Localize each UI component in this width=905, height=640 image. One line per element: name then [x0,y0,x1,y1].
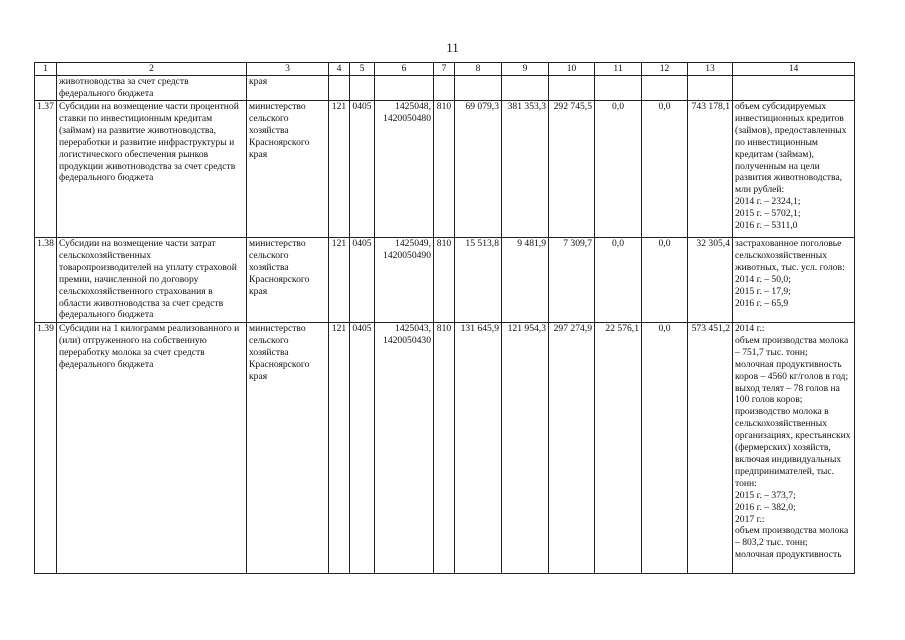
cell-2016: 7 309,7 [549,238,595,323]
cell-vr: 810 [434,323,455,574]
cell-2017: 0,0 [595,101,642,238]
page-number: 11 [446,40,459,55]
cell-2017: 0,0 [595,238,642,323]
column-header: 6 [375,63,434,76]
cell-num: 1.37 [35,101,57,238]
cell-rzpr: 0405 [350,323,375,574]
cell-empty [350,76,375,101]
column-header: 3 [247,63,329,76]
cell-csr: 1425043, 1420050430 [375,323,434,574]
program-table [34,62,855,574]
cell-rzpr: 0405 [350,101,375,238]
cell-empty [733,76,855,101]
cell-2018: 0,0 [642,238,688,323]
table-row [35,323,855,574]
cell-name: животноводства за счет средств федерального бюджета [57,76,247,101]
column-header: 10 [549,63,595,76]
cell-grbs: 121 [329,323,350,574]
cell-empty [502,76,549,101]
cell-empty [549,76,595,101]
column-header: 9 [502,63,549,76]
cell-2017: 22 576,1 [595,323,642,574]
cell-total: 573 451,2 [688,323,733,574]
column-header: 1 [35,63,57,76]
cell-vr: 810 [434,238,455,323]
cell-num: 1.38 [35,238,57,323]
cell-empty [688,76,733,101]
cell-empty [595,76,642,101]
column-header: 2 [57,63,247,76]
cell-result: объем субсидируемых инвестиционных кредитов (займов), предоставленных по инвестиционным кредитам (займам), полученным на цели развития животноводства, млн рублей: 2014 г. – 2324,1; 2015 г. – 5702,1; 2016 г. – 5311,0 [733,101,855,238]
cell-agency: министерство сельского хозяйства Красноярского края [247,238,329,323]
table-row-continuation [35,76,855,101]
cell-empty [434,76,455,101]
cell-agency: министерство сельского хозяйства Красноярского края [247,323,329,574]
cell-total: 743 178,1 [688,101,733,238]
cell-2015: 9 481,9 [502,238,549,323]
column-header: 13 [688,63,733,76]
cell-total: 32 305,4 [688,238,733,323]
cell-num: 1.39 [35,323,57,574]
table-row [35,238,855,323]
cell-name: Субсидии на возмещение части процентной ставки по инвестиционным кредитам (займам) на развитие животноводства, переработки и развитие инфраструктуры и логистического обеспечения рынков продукции животноводства за счет средств федерального бюджета [57,101,247,238]
cell-2015: 381 353,3 [502,101,549,238]
cell-name: Субсидии на возмещение части затрат сельскохозяйственных товаропроизводителей на уплату страховой премии, начисленной по договору сельскохозяйственного страхования в области животноводства за счет средств федерального бюджета [57,238,247,323]
cell-csr: 1425048, 1420050480 [375,101,434,238]
cell-empty [455,76,502,101]
column-header: 8 [455,63,502,76]
column-number-row [35,63,855,76]
cell-agency: края [247,76,329,101]
column-header: 12 [642,63,688,76]
column-header: 14 [733,63,855,76]
cell-2015: 121 954,3 [502,323,549,574]
cell-rzpr: 0405 [350,238,375,323]
cell-agency: министерство сельского хозяйства Красноярского края [247,101,329,238]
cell-result: 2014 г.: объем производства молока – 751,7 тыс. тонн; молочная продуктивность коров – 4560 кг/голов в год; выход телят – 78 голов на 100 голов коров; производство молока в сельскохозяйственных организациях, крестьянских (фермерских) хозяйств, включая индивидуальных предпринимателей, тыс. тонн: 2015 г. – 373,7; 2016 г. – 382,0; 2017 г.: объем производства молока – 803,2 тыс. тонн; молочная продуктивность [733,323,855,574]
cell-2016: 292 745,5 [549,101,595,238]
cell-empty [329,76,350,101]
cell-name: Субсидии на 1 килограмм реализованного и (или) отгруженного на собственную переработку молока за счет средств федерального бюджета [57,323,247,574]
cell-grbs: 121 [329,238,350,323]
cell-result: застрахованное поголовье сельскохозяйственных животных, тыс. усл. голов: 2014 г. – 50,0; 2015 г. – 17,9; 2016 г. – 65,9 [733,238,855,323]
cell-csr: 1425049, 1420050490 [375,238,434,323]
cell-2018: 0,0 [642,323,688,574]
column-header: 5 [350,63,375,76]
cell-grbs: 121 [329,101,350,238]
cell-2016: 297 274,9 [549,323,595,574]
cell-num [35,76,57,101]
cell-2018: 0,0 [642,101,688,238]
cell-empty [375,76,434,101]
cell-2014: 131 645,9 [455,323,502,574]
column-header: 11 [595,63,642,76]
cell-2014: 69 079,3 [455,101,502,238]
column-header: 7 [434,63,455,76]
column-header: 4 [329,63,350,76]
cell-empty [642,76,688,101]
cell-vr: 810 [434,101,455,238]
cell-2014: 15 513,8 [455,238,502,323]
table-row [35,101,855,238]
